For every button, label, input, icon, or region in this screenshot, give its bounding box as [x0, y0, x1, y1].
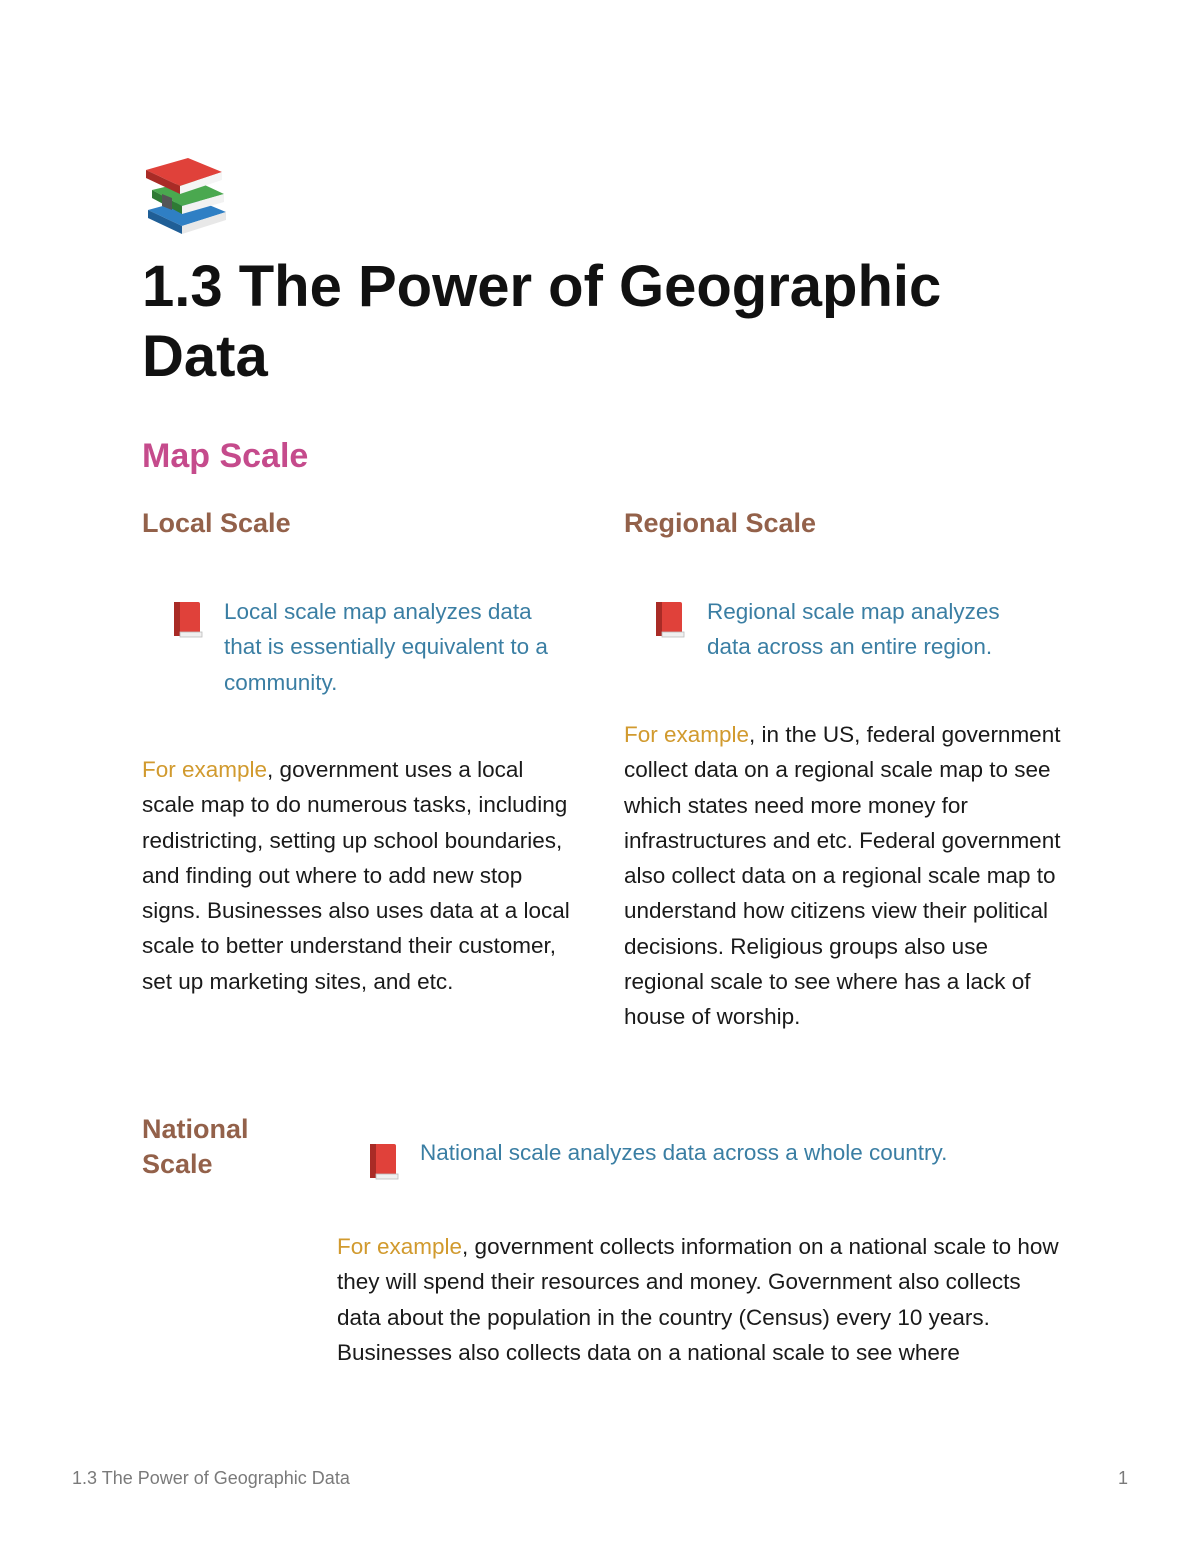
red-book-icon: [650, 600, 690, 640]
national-scale-heading: National Scale: [142, 1114, 249, 1179]
footer-title: 1.3 The Power of Geographic Data: [72, 1468, 350, 1488]
national-example-label: For example: [337, 1234, 463, 1259]
local-example-label: For example: [142, 757, 268, 782]
local-scale-heading: Local Scale: [142, 508, 291, 538]
local-scale-example: [142, 752, 582, 999]
regional-scale-heading: Regional Scale: [624, 508, 817, 538]
national-scale-example: [337, 1229, 1065, 1370]
local-example-text: , government uses a local scale map to do numerous tasks, including redistricting, setting up school boundaries, and finding out where to add new stop signs. Businesses also uses data at a local scale to better understand their customer, set up marketing sites, and etc.: [142, 757, 570, 994]
regional-scale-callout: Regional scale map analyzes data across an entire region.: [707, 599, 1000, 660]
national-example-text: , government collects information on a national scale to how they will spend their resources and money. Government also collects data about the population in the country (Census) every 10 years. Businesses also collects data on a national scale to see where: [337, 1234, 1059, 1365]
regional-example-label: For example: [624, 722, 750, 747]
page-number: 1: [1118, 1468, 1129, 1488]
regional-example-text: , in the US, federal government collect data on a regional scale map to see which states need more money for infrastructures and etc. Federal government also collect data on a regional scale map to understand how citizens view their political decisions. Religious groups also use regional scale to see where has a lack of house of worship.: [624, 722, 1061, 1030]
section-title-map-scale: Map Scale: [142, 437, 309, 475]
regional-scale-example: [624, 717, 1064, 1035]
local-scale-callout: Local scale map analyzes data that is essentially equivalent to a community.: [224, 599, 548, 695]
books-icon: [142, 150, 230, 238]
page-title: 1.3 The Power of Geographic Data: [142, 254, 942, 389]
red-book-icon: [364, 1142, 404, 1182]
national-scale-callout: National scale analyzes data across a whole country.: [420, 1140, 948, 1165]
red-book-icon: [168, 600, 208, 640]
